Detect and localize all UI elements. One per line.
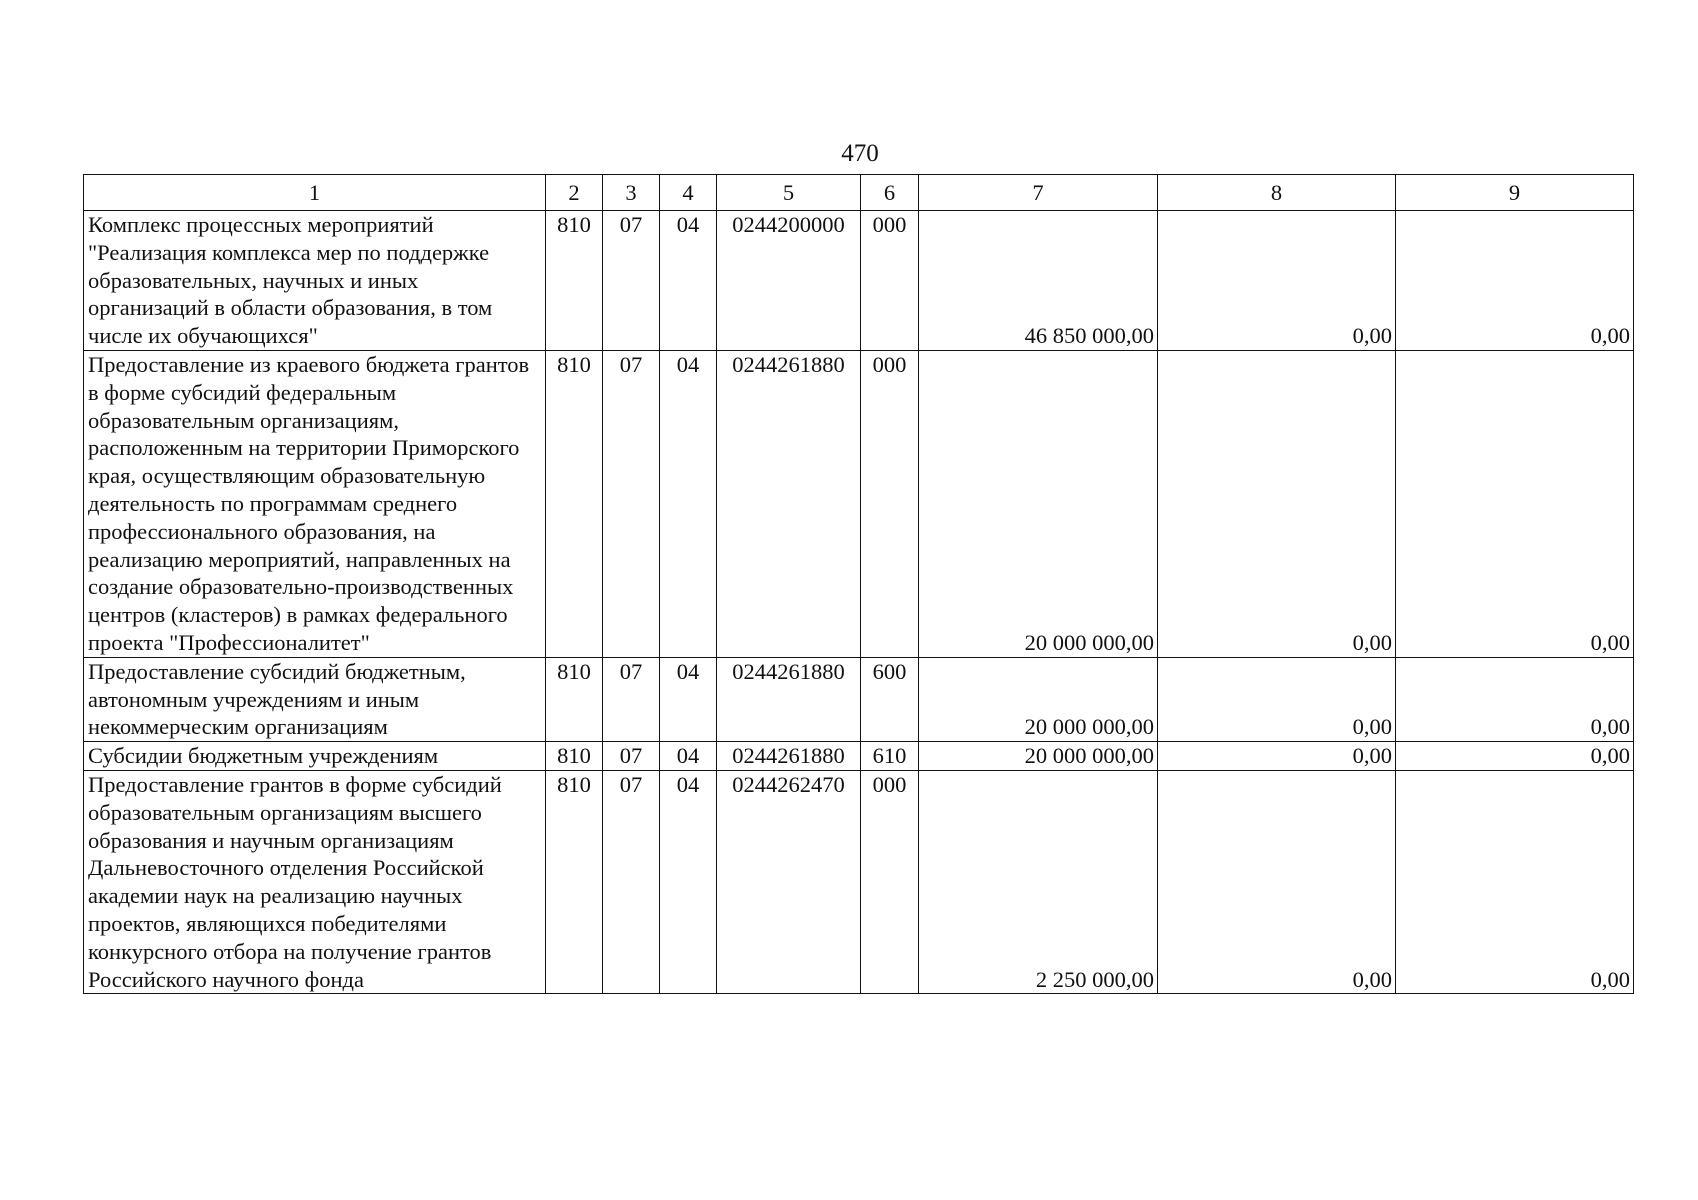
cell-amount-7: 20 000 000,00 bbox=[919, 742, 1158, 771]
col-header-3: 3 bbox=[603, 175, 660, 211]
cell-amount-7: 20 000 000,00 bbox=[919, 657, 1158, 741]
cell-amount-9: 0,00 bbox=[1396, 350, 1634, 657]
row-name: Субсидии бюджетным учреждениям bbox=[84, 742, 546, 771]
col-header-6: 6 bbox=[861, 175, 919, 211]
col-header-5: 5 bbox=[717, 175, 861, 211]
cell-amount-9: 0,00 bbox=[1396, 211, 1634, 351]
cell-code-5: 0244261880 bbox=[717, 350, 861, 657]
cell-code-6: 000 bbox=[861, 350, 919, 657]
cell-code-4: 04 bbox=[660, 742, 717, 771]
cell-amount-9: 0,00 bbox=[1396, 657, 1634, 741]
budget-table bbox=[83, 174, 1634, 994]
cell-code-2: 810 bbox=[546, 657, 603, 741]
cell-code-4: 04 bbox=[660, 657, 717, 741]
cell-code-4: 04 bbox=[660, 350, 717, 657]
page-number: 470 bbox=[841, 140, 879, 167]
col-header-2: 2 bbox=[546, 175, 603, 211]
col-header-9: 9 bbox=[1396, 175, 1634, 211]
cell-amount-7: 2 250 000,00 bbox=[919, 770, 1158, 993]
cell-code-3: 07 bbox=[603, 211, 660, 351]
cell-amount-9: 0,00 bbox=[1396, 770, 1634, 993]
table-row bbox=[84, 742, 1634, 771]
col-header-8: 8 bbox=[1158, 175, 1396, 211]
col-header-1: 1 bbox=[84, 175, 546, 211]
cell-code-5: 0244261880 bbox=[717, 657, 861, 741]
cell-amount-8: 0,00 bbox=[1158, 350, 1396, 657]
cell-amount-8: 0,00 bbox=[1158, 657, 1396, 741]
cell-code-6: 000 bbox=[861, 770, 919, 993]
col-header-4: 4 bbox=[660, 175, 717, 211]
header-row bbox=[84, 175, 1634, 211]
cell-amount-9: 0,00 bbox=[1396, 742, 1634, 771]
row-name: Предоставление из краевого бюджета грантов в форме субсидий федеральным образовательным организациям, расположенным на территории Приморского края, осуществляющим образовательную деятельность по программам среднего профессионального образования, на реализацию мероприятий, направленных на создание образовательно-производственных центров (кластеров) в рамках федерального проекта "Профессионалитет" bbox=[84, 350, 546, 657]
cell-code-2: 810 bbox=[546, 211, 603, 351]
cell-amount-8: 0,00 bbox=[1158, 770, 1396, 993]
row-name: Предоставление грантов в форме субсидий образовательным организациям высшего образования и научным организациям Дальневосточного отделения Российской академии наук на реализацию научных проектов, являющихся победителями конкурсного отбора на получение грантов Российского научного фонда bbox=[84, 770, 546, 993]
col-header-7: 7 bbox=[919, 175, 1158, 211]
table-row bbox=[84, 350, 1634, 657]
row-name: Предоставление субсидий бюджетным, автономным учреждениям и иным некоммерческим организациям bbox=[84, 657, 546, 741]
cell-code-2: 810 bbox=[546, 742, 603, 771]
cell-code-5: 0244200000 bbox=[717, 211, 861, 351]
cell-amount-7: 46 850 000,00 bbox=[919, 211, 1158, 351]
cell-code-5: 0244262470 bbox=[717, 770, 861, 993]
cell-code-6: 610 bbox=[861, 742, 919, 771]
cell-code-3: 07 bbox=[603, 770, 660, 993]
cell-code-4: 04 bbox=[660, 770, 717, 993]
cell-amount-7: 20 000 000,00 bbox=[919, 350, 1158, 657]
cell-code-3: 07 bbox=[603, 350, 660, 657]
cell-code-5: 0244261880 bbox=[717, 742, 861, 771]
cell-code-3: 07 bbox=[603, 742, 660, 771]
cell-code-4: 04 bbox=[660, 211, 717, 351]
cell-amount-8: 0,00 bbox=[1158, 742, 1396, 771]
cell-code-2: 810 bbox=[546, 350, 603, 657]
table-row bbox=[84, 770, 1634, 993]
cell-code-6: 600 bbox=[861, 657, 919, 741]
table-row bbox=[84, 211, 1634, 351]
cell-code-2: 810 bbox=[546, 770, 603, 993]
cell-code-6: 000 bbox=[861, 211, 919, 351]
row-name: Комплекс процессных мероприятий "Реализация комплекса мер по поддержке образовательных, научных и иных организаций в области образования, в том числе их обучающихся" bbox=[84, 211, 546, 351]
cell-code-3: 07 bbox=[603, 657, 660, 741]
cell-amount-8: 0,00 bbox=[1158, 211, 1396, 351]
table-row bbox=[84, 657, 1634, 741]
